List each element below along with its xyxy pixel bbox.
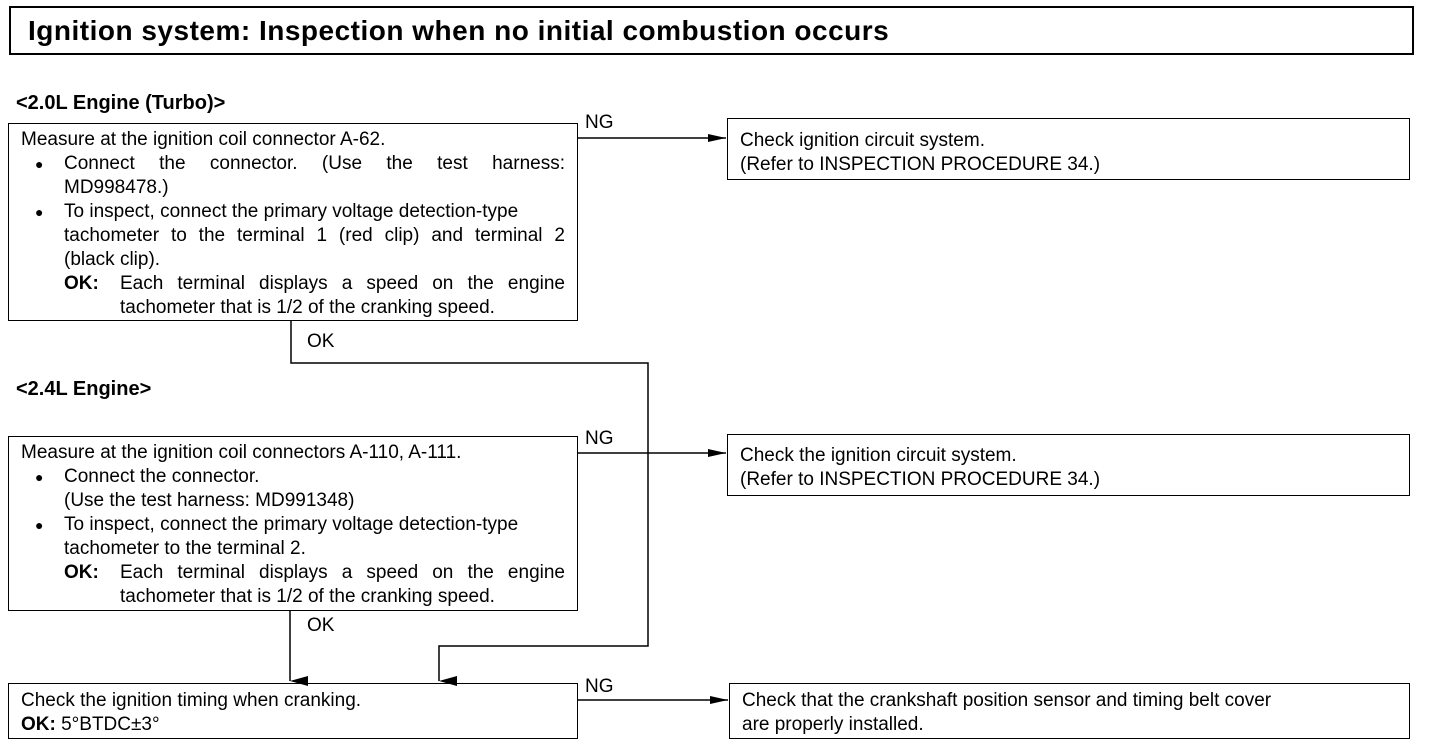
- ng-label: NG: [585, 428, 614, 449]
- bullet-icon: ●: [35, 469, 44, 485]
- box-line: Each terminal displays a speed on the engine: [120, 273, 565, 294]
- ok-criteria-label: OK:: [64, 562, 99, 583]
- ok-criteria-value: 5°BTDC±3°: [61, 714, 160, 735]
- box-line: ● To inspect, connect the primary voltage detection-type: [35, 514, 519, 535]
- box-line: ● To inspect, connect the primary voltage detection-type: [35, 201, 519, 222]
- page-title: Ignition system: Inspection when no initial combustion occurs: [28, 15, 890, 46]
- box-line: Measure at the ignition coil connectors A-110, A-111.: [21, 442, 462, 463]
- box-line: MD998478.): [64, 177, 169, 198]
- section-label-2-4l: <2.4L Engine>: [16, 378, 152, 400]
- box-line: Check that the crankshaft position sensor and timing belt cover: [742, 690, 1272, 711]
- bullet-icon: ●: [35, 517, 44, 533]
- section-label-2-0l-turbo: <2.0L Engine (Turbo)>: [16, 92, 226, 114]
- box-line: (Refer to INSPECTION PROCEDURE 34.): [740, 154, 1101, 175]
- ok-path-1: [291, 321, 648, 681]
- box-line: are properly installed.: [742, 714, 924, 735]
- box-line: (black clip).: [64, 249, 161, 270]
- box-line: Each terminal displays a speed on the engine: [120, 562, 565, 583]
- box-line: (Refer to INSPECTION PROCEDURE 34.): [740, 469, 1101, 490]
- box-line: tachometer to the terminal 1 (red clip) and terminal 2: [64, 225, 565, 246]
- ng-label: NG: [585, 112, 614, 133]
- ok-label: OK: [307, 331, 335, 352]
- bullet-icon: ●: [35, 204, 44, 220]
- ok-criteria-label: OK:: [21, 714, 56, 735]
- box-line: ● Connect the connector. (Use the test harness:: [35, 153, 565, 174]
- ok-label: OK: [307, 615, 335, 636]
- box-line: tachometer to the terminal 2.: [64, 538, 306, 559]
- box-line: Measure at the ignition coil connector A-62.: [21, 129, 386, 150]
- box-line: Check the ignition timing when cranking.: [21, 690, 362, 711]
- box-line: Check ignition circuit system.: [740, 130, 985, 151]
- box-line: ● Connect the connector.: [35, 466, 260, 487]
- bullet-icon: ●: [35, 156, 44, 172]
- box-line: tachometer that is 1/2 of the cranking speed.: [120, 297, 495, 318]
- box-line: (Use the test harness: MD991348): [64, 490, 355, 511]
- box-line: tachometer that is 1/2 of the cranking speed.: [120, 586, 495, 607]
- ok-criteria-label: OK:: [64, 273, 99, 294]
- box-line: Check the ignition circuit system.: [740, 445, 1017, 466]
- ng-label: NG: [585, 676, 614, 697]
